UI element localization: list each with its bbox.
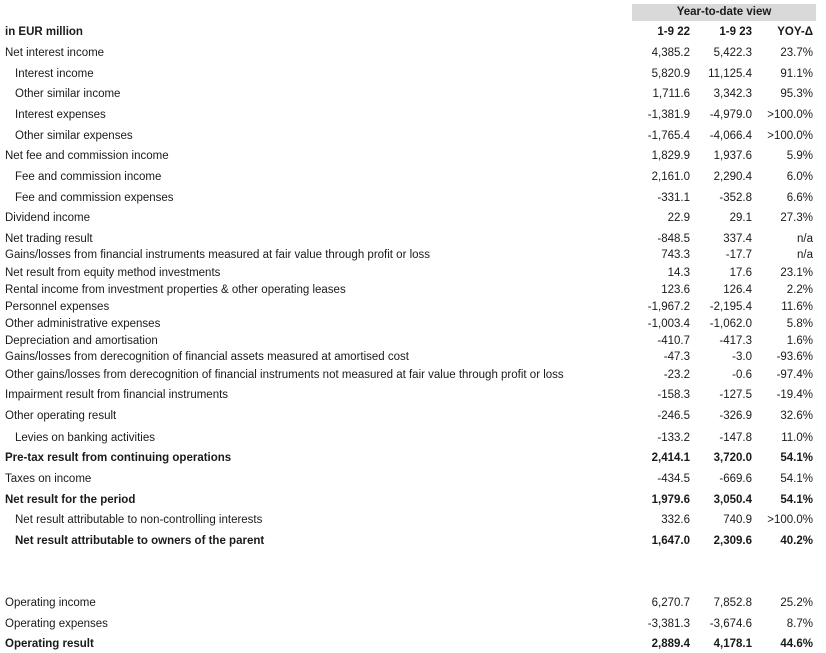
table-row xyxy=(0,348,826,366)
table-row xyxy=(0,470,826,488)
table-row xyxy=(0,127,826,145)
value-1-9-23: 17.6 xyxy=(729,267,752,279)
value-1-9-22: -1,967.2 xyxy=(647,301,690,313)
value-1-9-23: 3,050.4 xyxy=(713,494,752,506)
table-row xyxy=(0,106,826,124)
value-yoy: 40.2% xyxy=(780,535,813,547)
value-1-9-23: -3,674.6 xyxy=(709,618,752,630)
value-1-9-22: 4,385.2 xyxy=(651,47,690,59)
value-1-9-22: 1,647.0 xyxy=(651,535,690,547)
row-label: Depreciation and amortisation xyxy=(5,335,158,347)
table-row xyxy=(0,189,826,207)
row-label: Operating income xyxy=(5,597,96,609)
value-1-9-22: -246.5 xyxy=(657,410,690,422)
table-row xyxy=(0,635,826,653)
table-row xyxy=(0,44,826,62)
value-1-9-22: 22.9 xyxy=(667,212,690,224)
value-1-9-22: -1,381.9 xyxy=(647,109,690,121)
value-1-9-22: 1,979.6 xyxy=(651,494,690,506)
table-row xyxy=(0,386,826,404)
unit-label: in EUR million xyxy=(5,26,83,38)
value-1-9-23: 11,125.4 xyxy=(708,68,752,80)
row-label: Other similar expenses xyxy=(15,130,133,142)
value-yoy: n/a xyxy=(797,249,813,261)
value-1-9-23: -147.8 xyxy=(719,432,752,444)
value-yoy: 1.6% xyxy=(786,335,813,347)
row-label: Net result from equity method investments xyxy=(5,267,221,279)
row-label: Net result attributable to non-controlling interests xyxy=(15,514,263,526)
row-label: Operating result xyxy=(5,638,94,650)
value-1-9-22: 743.3 xyxy=(661,249,690,261)
value-1-9-22: 123.6 xyxy=(661,284,690,296)
row-label: Other similar income xyxy=(15,88,121,100)
value-yoy: 2.2% xyxy=(786,284,813,296)
row-label: Levies on banking activities xyxy=(15,432,155,444)
table-row xyxy=(0,532,826,550)
value-1-9-23: -417.3 xyxy=(719,335,752,347)
table-row xyxy=(0,264,826,282)
column-header-row xyxy=(0,23,826,41)
table-row xyxy=(0,85,826,103)
value-1-9-22: -1,765.4 xyxy=(647,130,690,142)
value-yoy: 27.3% xyxy=(780,212,813,224)
value-1-9-22: -47.3 xyxy=(663,351,690,363)
table-row xyxy=(0,246,826,264)
value-1-9-22: 332.6 xyxy=(661,514,690,526)
value-1-9-22: -158.3 xyxy=(657,389,690,401)
row-label: Net trading result xyxy=(5,233,93,245)
row-label: Net interest income xyxy=(5,47,105,59)
table-row xyxy=(0,491,826,509)
value-1-9-23: 3,342.3 xyxy=(713,88,752,100)
row-label: Fee and commission income xyxy=(15,171,162,183)
value-1-9-22: -3,381.3 xyxy=(647,618,690,630)
value-yoy: 11.6% xyxy=(781,301,813,313)
table-row xyxy=(0,315,826,333)
value-1-9-23: -1,062.0 xyxy=(709,318,752,330)
value-1-9-22: -848.5 xyxy=(657,233,690,245)
column-header-yoy: YOY-Δ xyxy=(777,26,813,38)
value-1-9-22: 2,889.4 xyxy=(651,638,690,650)
table-row xyxy=(0,209,826,227)
value-yoy: 6.0% xyxy=(786,171,813,183)
table-row xyxy=(0,281,826,299)
row-label: Net fee and commission income xyxy=(5,150,169,162)
row-label: Operating expenses xyxy=(5,618,108,630)
table-row xyxy=(0,65,826,83)
value-1-9-22: -410.7 xyxy=(657,335,690,347)
row-label: Other operating result xyxy=(5,410,117,422)
value-1-9-23: -17.7 xyxy=(725,249,752,261)
value-1-9-23: 1,937.6 xyxy=(713,150,752,162)
value-yoy: 5.8% xyxy=(786,318,813,330)
value-1-9-22: 2,414.1 xyxy=(651,452,690,464)
value-1-9-23: 7,852.8 xyxy=(713,597,752,609)
table-row xyxy=(0,407,826,425)
value-1-9-23: -669.6 xyxy=(719,473,752,485)
value-yoy: 8.7% xyxy=(786,618,813,630)
value-1-9-22: 6,270.7 xyxy=(651,597,690,609)
table-row xyxy=(0,594,826,612)
row-label: Rental income from investment properties & other operating leases xyxy=(5,284,346,296)
table-row xyxy=(0,366,826,384)
value-yoy: 23.1% xyxy=(780,267,813,279)
table-row xyxy=(0,298,826,316)
value-yoy: 25.2% xyxy=(780,597,813,609)
value-1-9-23: -3.0 xyxy=(732,351,752,363)
value-1-9-23: -2,195.4 xyxy=(709,301,752,313)
value-1-9-23: 4,178.1 xyxy=(713,638,752,650)
value-yoy: >100.0% xyxy=(767,130,813,142)
value-1-9-23: -4,979.0 xyxy=(709,109,752,121)
value-yoy: -97.4% xyxy=(776,369,813,381)
value-yoy: 44.6% xyxy=(780,638,813,650)
ytd-view-header: Year-to-date view xyxy=(632,4,816,21)
column-header-1-9-22: 1-9 22 xyxy=(657,26,690,38)
row-label: Other gains/losses from derecognition of financial instruments not measured at fair value through profit or loss xyxy=(5,369,564,381)
value-1-9-23: 29.1 xyxy=(729,212,752,224)
value-yoy: 23.7% xyxy=(780,47,813,59)
row-label: Interest income xyxy=(15,68,94,80)
value-1-9-22: -23.2 xyxy=(663,369,690,381)
row-label: Taxes on income xyxy=(5,473,92,485)
value-1-9-23: 2,309.6 xyxy=(713,535,752,547)
value-yoy: -93.6% xyxy=(776,351,813,363)
value-1-9-23: 5,422.3 xyxy=(713,47,752,59)
row-label: Personnel expenses xyxy=(5,301,110,313)
value-yoy: >100.0% xyxy=(767,109,813,121)
table-row xyxy=(0,615,826,633)
value-yoy: -19.4% xyxy=(776,389,813,401)
table-row xyxy=(0,511,826,529)
row-label: Other administrative expenses xyxy=(5,318,161,330)
value-1-9-23: 337.4 xyxy=(723,233,752,245)
row-label: Net result attributable to owners of the parent xyxy=(15,535,265,547)
value-1-9-22: 2,161.0 xyxy=(651,171,690,183)
value-1-9-23: 740.9 xyxy=(723,514,752,526)
value-1-9-23: -352.8 xyxy=(719,192,752,204)
value-1-9-22: 1,711.6 xyxy=(652,88,690,100)
value-yoy: 91.1% xyxy=(780,68,813,80)
value-yoy: 54.1% xyxy=(780,494,813,506)
row-label: Interest expenses xyxy=(15,109,106,121)
value-1-9-22: 14.3 xyxy=(667,267,690,279)
table-row xyxy=(0,168,826,186)
value-1-9-23: -0.6 xyxy=(732,369,752,381)
value-yoy: 6.6% xyxy=(786,192,813,204)
row-label: Gains/losses from financial instruments measured at fair value through profit or loss xyxy=(5,249,431,261)
value-1-9-23: -4,066.4 xyxy=(709,130,752,142)
row-label: Dividend income xyxy=(5,212,91,224)
value-1-9-22: 1,829.9 xyxy=(651,150,690,162)
value-1-9-23: -127.5 xyxy=(719,389,752,401)
row-label: Net result for the period xyxy=(5,494,136,506)
row-label: Impairment result from financial instruments xyxy=(5,389,229,401)
value-yoy: 54.1% xyxy=(780,452,813,464)
value-1-9-23: 3,720.0 xyxy=(713,452,752,464)
value-1-9-22: -331.1 xyxy=(657,192,690,204)
row-label: Gains/losses from derecognition of financial assets measured at amortised cost xyxy=(5,351,409,363)
table-row xyxy=(0,429,826,447)
row-label: Pre-tax result from continuing operations xyxy=(5,452,232,464)
table-row xyxy=(0,449,826,467)
value-yoy: 5.9% xyxy=(786,150,813,162)
value-1-9-22: 5,820.9 xyxy=(651,68,690,80)
value-1-9-23: 2,290.4 xyxy=(713,171,752,183)
value-yoy: n/a xyxy=(797,233,813,245)
value-1-9-22: -133.2 xyxy=(657,432,690,444)
value-yoy: 11.0% xyxy=(781,432,813,444)
value-1-9-23: -326.9 xyxy=(719,410,752,422)
column-header-1-9-23: 1-9 23 xyxy=(719,26,752,38)
value-1-9-22: -434.5 xyxy=(657,473,690,485)
value-yoy: 32.6% xyxy=(780,410,813,422)
row-label: Fee and commission expenses xyxy=(15,192,174,204)
value-yoy: 95.3% xyxy=(780,88,813,100)
value-yoy: >100.0% xyxy=(767,514,813,526)
value-1-9-22: -1,003.4 xyxy=(647,318,690,330)
table-row xyxy=(0,147,826,165)
value-yoy: 54.1% xyxy=(780,473,813,485)
value-1-9-23: 126.4 xyxy=(723,284,752,296)
